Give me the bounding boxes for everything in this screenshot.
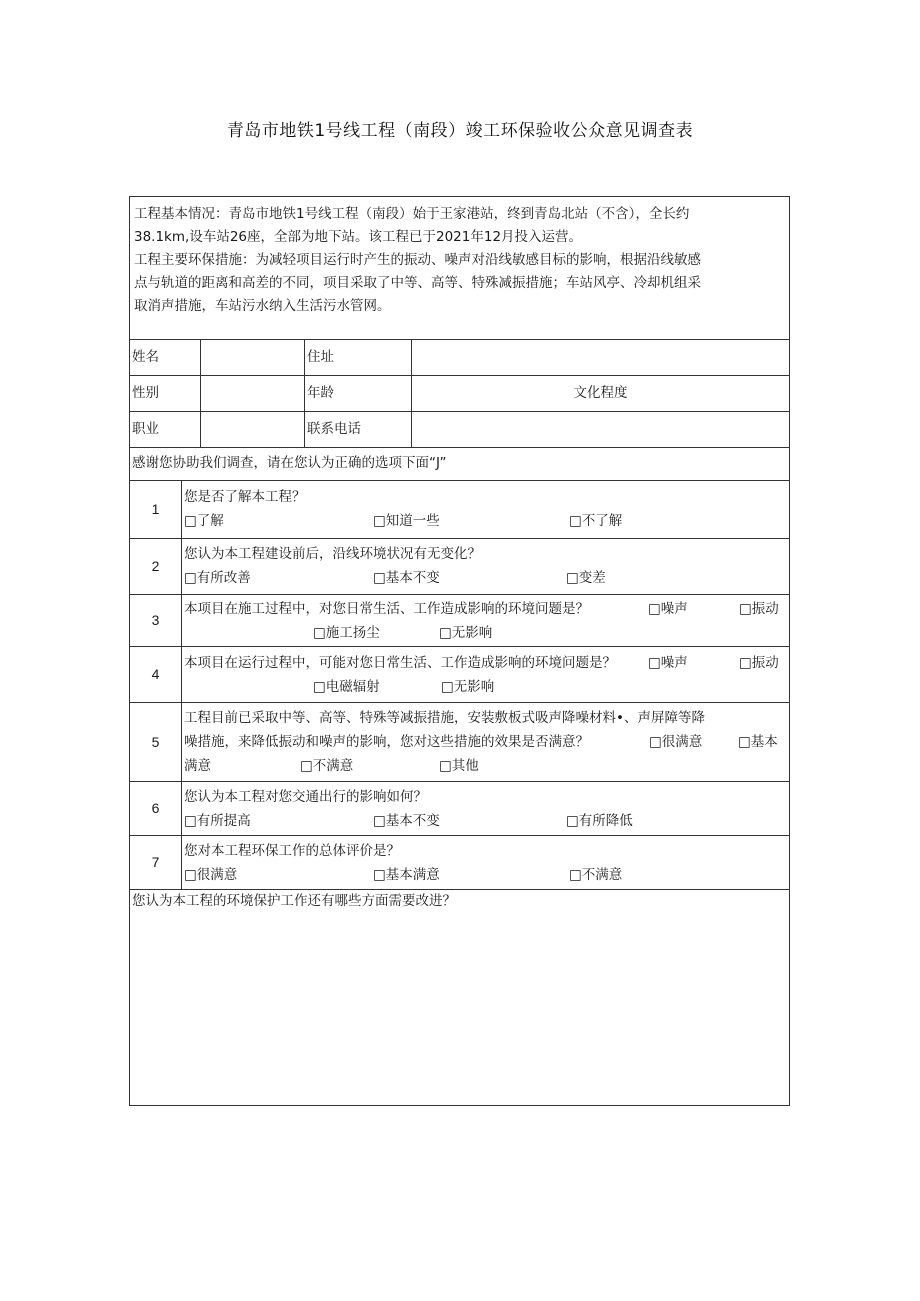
- option-checkbox[interactable]: □知道一些: [373, 513, 440, 529]
- improvement-prompt: 您认为本工程的环境保护工作还有哪些方面需要改进？: [132, 893, 456, 909]
- question-number: 1: [130, 481, 182, 538]
- question-row: [130, 647, 789, 703]
- option-checkbox[interactable]: □很满意: [184, 867, 238, 883]
- address-field[interactable]: [411, 340, 789, 375]
- question-number: 5: [130, 703, 182, 781]
- option-checkbox[interactable]: □无影响: [439, 625, 493, 641]
- option-checkbox[interactable]: □噪声: [648, 655, 688, 671]
- instruction-row: [130, 448, 789, 481]
- question-row: [130, 595, 789, 647]
- question-row: [130, 539, 789, 595]
- question-text: 工程目前已采取中等、高等、特殊等减振措施，安装敷板式吸声降噪材料•、声屏障等降: [184, 710, 705, 726]
- education-label: 文化程度: [411, 376, 789, 411]
- option-checkbox[interactable]: □很满意: [649, 734, 703, 750]
- question-row: [130, 481, 789, 539]
- gender-field[interactable]: [200, 376, 304, 411]
- info-row-job: [130, 412, 789, 448]
- option-checkbox[interactable]: □其他: [439, 758, 479, 774]
- question-number: 7: [130, 836, 182, 889]
- option-checkbox[interactable]: □变差: [566, 570, 606, 586]
- option-checkbox[interactable]: □无影响: [441, 679, 495, 695]
- job-field[interactable]: [200, 412, 304, 447]
- option-checkbox[interactable]: □基本满意: [373, 867, 440, 883]
- question-text: 噪措施，来降低振动和噪声的影响，您对这些措施的效果是否满意？: [184, 734, 589, 750]
- intro-line: 工程基本情况：青岛市地铁1号线工程（南段）始于王家港站，终到青岛北站（不含），全长约: [134, 206, 690, 222]
- address-label: 住址: [304, 340, 411, 375]
- option-checkbox[interactable]: □了解: [184, 513, 224, 529]
- option-checkbox[interactable]: □基本不变: [373, 570, 440, 586]
- question-row: [130, 782, 789, 836]
- survey-form: [129, 196, 790, 1106]
- option-checkbox[interactable]: □有所提高: [184, 813, 251, 829]
- option-checkbox[interactable]: □有所降低: [566, 813, 633, 829]
- intro-line: 工程主要环保措施：为减轻项目运行时产生的振动、噪声对沿线敏感目标的影响，根据沿线敏感: [134, 252, 701, 268]
- info-row-gender: [130, 376, 789, 412]
- question-text: 您对本工程环保工作的总体评价是？: [184, 843, 400, 859]
- option-checkbox[interactable]: □噪声: [648, 601, 688, 617]
- question-row: [130, 836, 789, 890]
- name-label: 姓名: [132, 349, 159, 365]
- option-checkbox[interactable]: □基本不变: [373, 813, 440, 829]
- job-label: 职业: [132, 421, 159, 437]
- question-text: 您是否了解本工程？: [184, 489, 306, 505]
- project-intro: [130, 197, 789, 340]
- option-checkbox[interactable]: □振动: [739, 601, 779, 617]
- question-number: 6: [130, 782, 182, 835]
- age-label: 年龄: [304, 376, 411, 411]
- question-text: 您认为本工程对您交通出行的影响如何？: [184, 789, 427, 805]
- question-row: [130, 703, 789, 782]
- improvement-area[interactable]: [130, 890, 789, 1105]
- question-number: 4: [130, 647, 182, 702]
- phone-label: 联系电话: [304, 412, 411, 447]
- option-checkbox[interactable]: □不满意: [569, 867, 623, 883]
- question-text: 您认为本工程建设前后，沿线环境状况有无变化？: [184, 546, 481, 562]
- option-checkbox[interactable]: □不满意: [300, 758, 354, 774]
- question-number: 2: [130, 539, 182, 594]
- gender-label: 性别: [132, 385, 159, 401]
- question-number: 3: [130, 595, 182, 646]
- option-checkbox[interactable]: □振动: [739, 655, 779, 671]
- intro-line: 取消声措施，车站污水纳入生活污水管网。: [134, 298, 391, 314]
- option-checkbox[interactable]: □施工扬尘: [313, 625, 380, 641]
- question-text: 本项目在运行过程中，可能对您日常生活、工作造成影响的环境问题是？: [184, 655, 616, 671]
- page-title: 青岛市地铁1号线工程（南段）竣工环保验收公众意见调查表: [226, 121, 694, 141]
- option-checkbox[interactable]: □基本: [738, 734, 778, 750]
- option-checkbox[interactable]: □电磁辐射: [313, 679, 380, 695]
- instruction-text: 感谢您协助我们调查，请在您认为正确的选项下面“J”: [132, 455, 447, 471]
- option-text: 满意: [184, 758, 211, 774]
- info-row-name: [130, 340, 789, 376]
- option-checkbox[interactable]: □有所改善: [184, 570, 251, 586]
- intro-line: 38.1km,设车站26座，全部为地下站。该工程已于2021年12月投入运营。: [134, 229, 583, 245]
- phone-field[interactable]: [411, 412, 789, 447]
- option-checkbox[interactable]: □不了解: [569, 513, 623, 529]
- question-text: 本项目在施工过程中，对您日常生活、工作造成影响的环境问题是？: [184, 601, 589, 617]
- name-field[interactable]: [200, 340, 304, 375]
- intro-line: 点与轨道的距离和高差的不同，项目采取了中等、高等、特殊减振措施；车站风亭、冷却机组采: [134, 275, 701, 291]
